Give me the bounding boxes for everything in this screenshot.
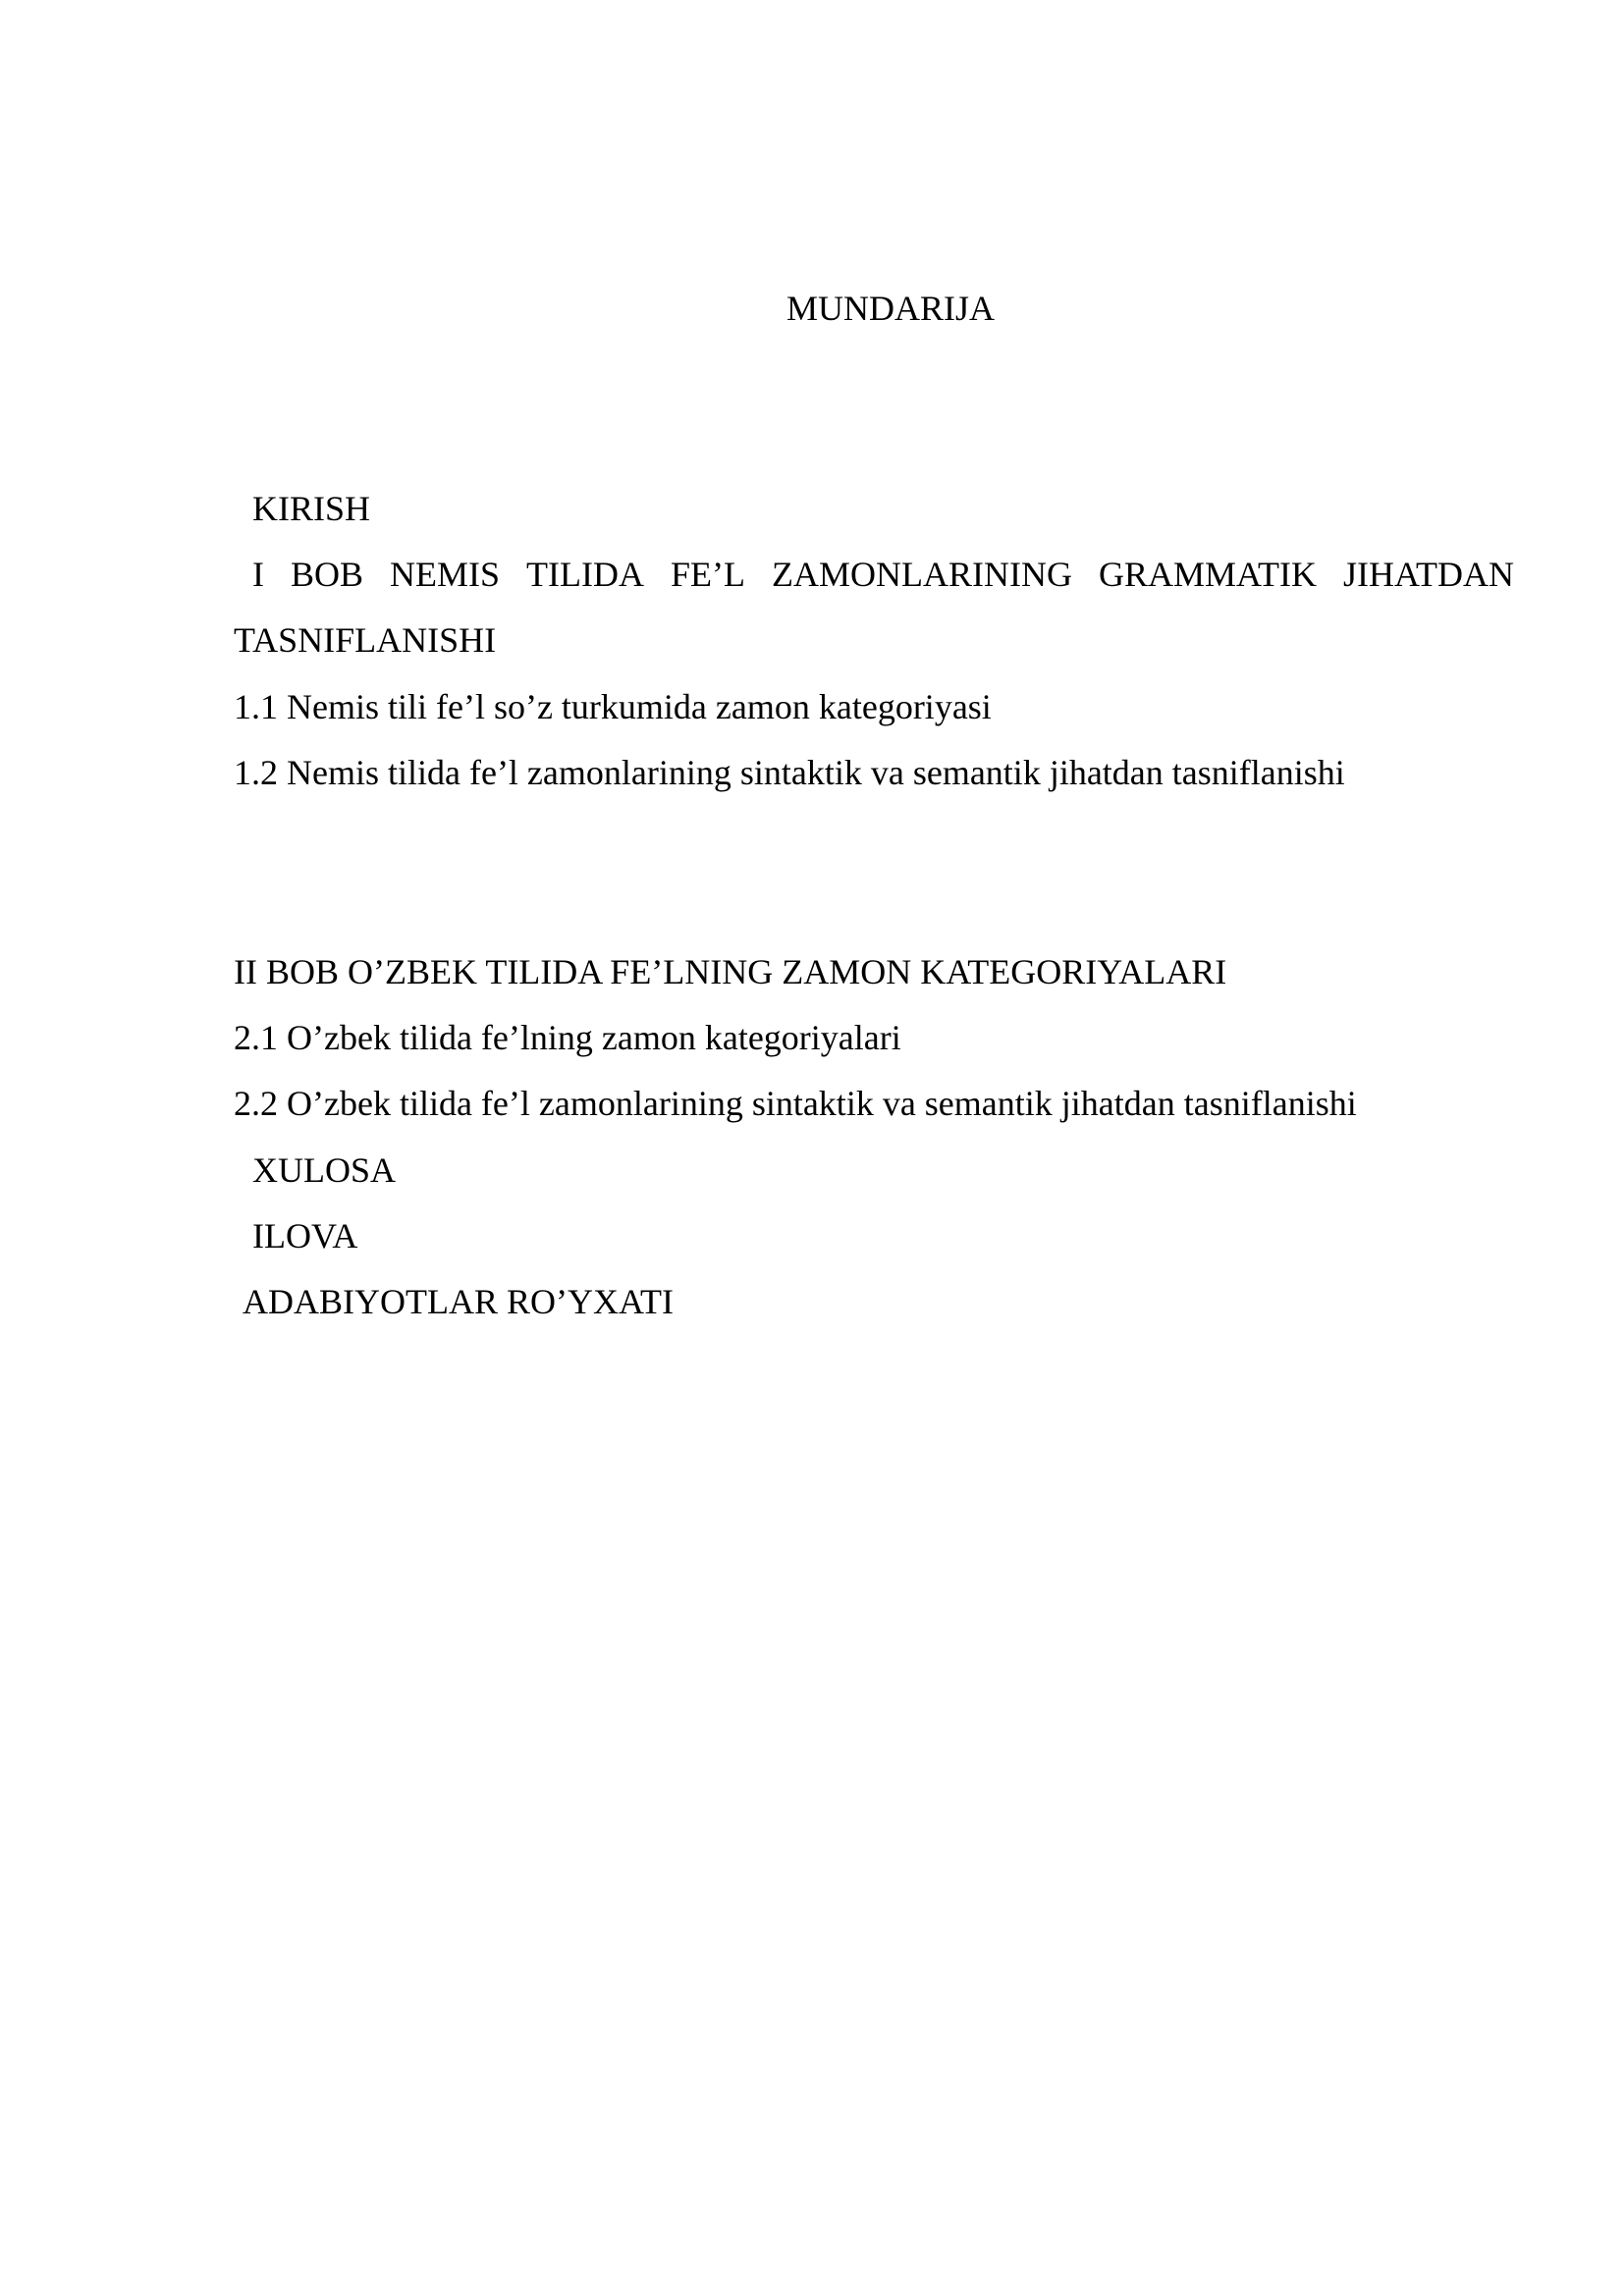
toc-entry-adabiyotlar: ADABIYOTLAR RO’YXATI xyxy=(243,1282,674,1321)
toc-entry-xulosa: XULOSA xyxy=(252,1150,397,1190)
toc-entry-bob2: II BOB O’ZBEK TILIDA FE’LNING ZAMON KATEGORIYALARI xyxy=(234,952,1227,991)
heading-word: FE’L xyxy=(671,555,745,594)
page-title: MUNDARIJA xyxy=(785,289,995,328)
toc-entry-1-2: 1.2 Nemis tilida fe’l zamonlarining sintaktik va semantik jihatdan tasniflanishi xyxy=(234,753,1345,792)
toc-entry-1-1: 1.1 Nemis tili fe’l so’z turkumida zamon kategoriyasi xyxy=(234,687,992,726)
heading-word: ZAMONLARINING xyxy=(772,555,1072,594)
toc-entry-bob1-line1 xyxy=(252,551,1514,598)
heading-word: BOB xyxy=(291,555,364,594)
toc-entry-ilova: ILOVA xyxy=(252,1216,358,1255)
toc-entry-kirish: KIRISH xyxy=(252,489,371,528)
toc-entry-2-2: 2.2 O’zbek tilida fe’l zamonlarining sintaktik va semantik jihatdan tasniflanishi xyxy=(234,1084,1357,1123)
heading-word: JIHATDAN xyxy=(1342,555,1514,594)
heading-word: TILIDA xyxy=(526,555,644,594)
toc-entry-bob1-line2: TASNIFLANISHI xyxy=(234,620,497,660)
heading-word: GRAMMATIK xyxy=(1098,555,1317,594)
heading-word: I xyxy=(252,555,264,594)
toc-entry-2-1: 2.1 O’zbek tilida fe’lning zamon kategoriyalari xyxy=(234,1018,901,1057)
heading-word: NEMIS xyxy=(390,555,501,594)
